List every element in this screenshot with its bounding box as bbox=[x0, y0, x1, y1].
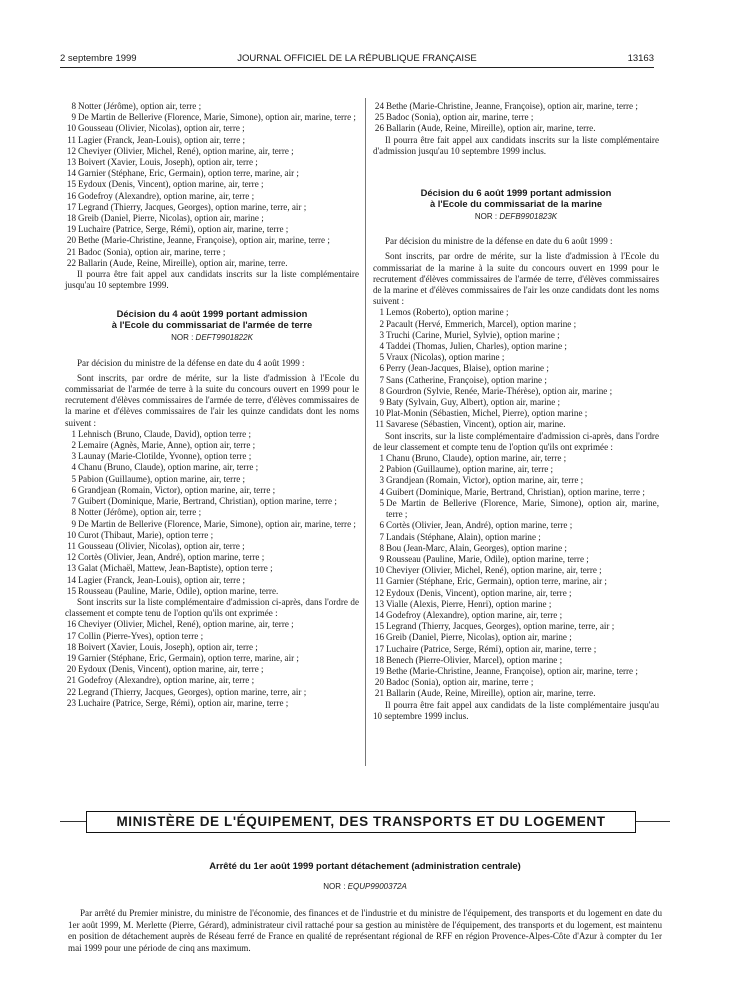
entry-number: 10 bbox=[66, 529, 76, 540]
entry-text: Luchaire (Patrice, Serge, Rémi), option air, marine, terre ; bbox=[386, 643, 597, 654]
entry-text: Boivert (Xavier, Louis, Joseph), option air, terre ; bbox=[78, 641, 258, 652]
entry-text: Cheviyer (Olivier, Michel, René), option marine, air, terre ; bbox=[78, 619, 294, 630]
entry-number: 16 bbox=[374, 632, 384, 643]
list-item bbox=[65, 575, 359, 586]
list-item bbox=[65, 496, 359, 507]
entry-text: Bethe (Marie-Christine, Jeanne, Françoise), option air, marine, terre ; bbox=[78, 235, 330, 246]
list-item bbox=[65, 202, 359, 213]
entry-number: 21 bbox=[66, 246, 76, 257]
journal-title: JOURNAL OFFICIEL DE LA RÉPUBLIQUE FRANÇAISE bbox=[237, 53, 477, 64]
list-item bbox=[373, 543, 659, 554]
list-item bbox=[373, 375, 659, 386]
entry-text: Baty (Sylvain, Guy, Albert), option air, marine ; bbox=[386, 397, 561, 408]
admission-list bbox=[373, 307, 659, 430]
list-item bbox=[373, 498, 659, 520]
entry-text: Legrand (Thierry, Jacques, Georges), option marine, terre, air ; bbox=[78, 201, 307, 212]
list-item bbox=[373, 520, 659, 531]
entry-text: Vialle (Alexis, Pierre, Henri), option marine ; bbox=[386, 598, 552, 609]
admission-list bbox=[65, 429, 359, 597]
entry-text: Cheviyer (Olivier, Michel, René), option marine, air, terre ; bbox=[386, 565, 602, 576]
entry-text: Gousseau (Olivier, Nicolas), option air, terre ; bbox=[78, 123, 245, 134]
entry-text: Eydoux (Denis, Vincent), option marine, air, terre ; bbox=[78, 179, 264, 190]
nor-reference: NOR : DEFB9901823K bbox=[474, 212, 558, 222]
list-item bbox=[373, 464, 659, 475]
list-item bbox=[373, 419, 659, 430]
entry-text: Godefroy (Alexandre), option marine, air, terre ; bbox=[78, 190, 255, 201]
entry-number: 20 bbox=[374, 677, 384, 688]
list-item bbox=[373, 101, 659, 112]
entry-number: 8 bbox=[71, 101, 76, 111]
entry-text: Guibert (Dominique, Marie, Bertrand, Christian), option marine, terre ; bbox=[78, 496, 337, 507]
entry-text: Ballarin (Aude, Reine, Mireille), option air, marine, terre. bbox=[78, 257, 288, 268]
entry-text: Savarese (Sébastien, Vincent), option air, marine. bbox=[386, 419, 566, 430]
entry-number: 19 bbox=[66, 652, 76, 663]
entry-text: Notter (Jérôme), option air, terre ; bbox=[78, 101, 202, 111]
entry-number: 25 bbox=[374, 112, 384, 123]
entry-text: Taddei (Thomas, Julien, Charles), option marine ; bbox=[386, 341, 567, 352]
entry-number: 9 bbox=[379, 553, 384, 564]
entry-number: 3 bbox=[379, 329, 384, 340]
list-item bbox=[373, 397, 659, 408]
entry-text: Greib (Daniel, Pierre, Nicolas), option air, marine ; bbox=[78, 213, 264, 224]
entry-text: De Martin de Bellerive (Florence, Marie, Simone), option air, marine, terre ; bbox=[386, 497, 659, 520]
list-item bbox=[65, 619, 359, 630]
entry-text: Bou (Jean-Marc, Alain, Georges), option marine ; bbox=[386, 542, 567, 553]
entry-number: 4 bbox=[71, 462, 76, 473]
entry-text: Cheviyer (Olivier, Michel, René), option marine, air, terre ; bbox=[78, 145, 294, 156]
list-item bbox=[65, 485, 359, 496]
list-item bbox=[373, 341, 659, 352]
entry-text: Perry (Jean-Jacques, Blaise), option marine ; bbox=[386, 363, 549, 374]
entry-number: 20 bbox=[66, 235, 76, 246]
list-item bbox=[373, 112, 659, 123]
entry-text: Luchaire (Patrice, Serge, Rémi), option air, marine, terre ; bbox=[78, 224, 289, 235]
entry-number: 7 bbox=[71, 496, 76, 507]
entry-text: De Martin de Bellerive (Florence, Marie, Simone), option air, marine, terre ; bbox=[78, 112, 356, 123]
list-item bbox=[65, 462, 359, 473]
list-item bbox=[65, 191, 359, 202]
list-item bbox=[65, 698, 359, 709]
entry-number: 8 bbox=[71, 507, 76, 518]
entry-number: 10 bbox=[374, 408, 384, 419]
entry-number: 11 bbox=[375, 419, 384, 430]
entry-text: Lemaire (Agnès, Marie, Anne), option air, terre ; bbox=[78, 440, 256, 451]
list-item bbox=[65, 675, 359, 686]
list-item bbox=[373, 610, 659, 621]
arrete-body: Par arrêté du Premier ministre, du ministre de l'économie, des finances et de l'industrie et du ministre de l'équipement, des transports et du logement en date du 1er août 1999, M. Merlette (Pierre, Gérard), administrateur civil rattaché pour sa gestion au ministère de l'équipement, des transports et du logement, est maintenu en position de détachement auprès de Réseau ferré de France en qualité de représentant régional de RFF en région Provence-Alpes-Côte d'Azur à compter du 1er mai 1999 pour une période de cinq ans maximum. bbox=[68, 908, 662, 953]
entry-text: Notter (Jérôme), option air, terre ; bbox=[78, 507, 202, 518]
decision-intro: Par décision du ministre de la défense en date du 4 août 1999 : bbox=[77, 357, 305, 368]
entry-text: Ballarin (Aude, Reine, Mireille), option air, marine, terre. bbox=[386, 123, 596, 134]
entry-number: 2 bbox=[379, 464, 384, 475]
entry-text: Vraux (Nicolas), option marine ; bbox=[386, 352, 505, 363]
entry-text: Pacault (Hervé, Emmerich, Marcel), option marine ; bbox=[386, 318, 577, 329]
list-item bbox=[373, 588, 659, 599]
entry-number: 5 bbox=[379, 497, 384, 508]
entry-text: Godefroy (Alexandre), option marine, air, terre ; bbox=[78, 675, 255, 686]
entry-text: Grandjean (Romain, Victor), option marine, air, terre ; bbox=[78, 484, 276, 495]
ministry-banner: MINISTÈRE DE L'ÉQUIPEMENT, DES TRANSPORTS ET DU LOGEMENT bbox=[86, 811, 636, 833]
entry-number: 26 bbox=[374, 123, 384, 134]
list-item bbox=[65, 474, 359, 485]
entry-text: Garnier (Stéphane, Eric, Germain), option terre, marine, air ; bbox=[78, 168, 299, 179]
entry-number: 3 bbox=[71, 451, 76, 462]
entry-number: 16 bbox=[66, 619, 76, 630]
list-item bbox=[65, 123, 359, 134]
entry-text: Chanu (Bruno, Claude), option marine, air, terre ; bbox=[386, 453, 567, 464]
column-divider bbox=[365, 98, 366, 766]
list-item bbox=[65, 258, 359, 269]
entry-number: 5 bbox=[71, 473, 76, 484]
admission-list-continued bbox=[373, 101, 659, 135]
entry-number: 11 bbox=[67, 134, 76, 145]
entry-number: 9 bbox=[379, 397, 384, 408]
complementary-list bbox=[373, 453, 659, 699]
entry-text: Eydoux (Denis, Vincent), option marine, air, terre ; bbox=[78, 664, 264, 675]
list-item bbox=[65, 563, 359, 574]
entry-number: 8 bbox=[379, 542, 384, 553]
entry-number: 13 bbox=[374, 598, 384, 609]
entry-number: 12 bbox=[374, 587, 384, 598]
decision-paragraph: Sont inscrits, par ordre de mérite, sur la liste d'admission à l'Ecole du commissariat de la marine à la suite du concours ouvert en 1999 pour le recrutement d'élèves commissaires de l'armée de terre, d'élèves commissaires de la marine et d'élèves commissaires de l'air les onze candidats dont les noms suivent : bbox=[373, 251, 659, 307]
entry-text: Chanu (Bruno, Claude), option marine, air, terre ; bbox=[78, 462, 259, 473]
list-item bbox=[65, 664, 359, 675]
decision-intro: Par décision du ministre de la défense en date du 6 août 1999 : bbox=[385, 236, 613, 247]
entry-number: 22 bbox=[66, 257, 76, 268]
complementary-paragraph: Sont inscrits, sur la liste complémentaire d'admission ci-après, dans l'ordre de leur classement et compte tenu de l'option qu'ils ont exprimée : bbox=[373, 430, 659, 452]
list-item bbox=[65, 179, 359, 190]
entry-number: 18 bbox=[66, 213, 76, 224]
list-item bbox=[65, 586, 359, 597]
complementary-closing: Il pourra être fait appel aux candidats de la liste complémentaire jusqu'au 10 septembre 1999 inclus. bbox=[373, 699, 659, 721]
entry-text: Launay (Marie-Clotilde, Yvonne), option terre ; bbox=[78, 451, 252, 462]
entry-text: Collin (Pierre-Yves), option terre ; bbox=[78, 630, 204, 641]
entry-number: 12 bbox=[66, 145, 76, 156]
entry-text: Plat-Monin (Sébastien, Michel, Pierre), option marine ; bbox=[386, 408, 588, 419]
entry-number: 1 bbox=[379, 453, 384, 464]
entry-text: Rousseau (Pauline, Marie, Odile), option marine, terre ; bbox=[386, 553, 589, 564]
entry-text: Eydoux (Denis, Vincent), option marine, air, terre ; bbox=[386, 587, 572, 598]
entry-number: 11 bbox=[67, 540, 76, 551]
entry-number: 13 bbox=[66, 563, 76, 574]
entry-number: 11 bbox=[375, 576, 384, 587]
list-item bbox=[65, 687, 359, 698]
entry-number: 21 bbox=[66, 675, 76, 686]
list-item bbox=[373, 408, 659, 419]
entry-number: 2 bbox=[71, 440, 76, 451]
entry-text: Badoc (Sonia), option air, marine, terre ; bbox=[78, 246, 226, 257]
entry-text: Gousseau (Olivier, Nicolas), option air, terre ; bbox=[78, 540, 245, 551]
banner-rule-right bbox=[636, 821, 670, 822]
entry-number: 24 bbox=[374, 101, 384, 111]
entry-number: 6 bbox=[379, 520, 384, 531]
list-item bbox=[65, 507, 359, 518]
entry-number: 19 bbox=[66, 224, 76, 235]
entry-text: Legrand (Thierry, Jacques, Georges), option marine, terre, air ; bbox=[78, 686, 307, 697]
list-item bbox=[373, 532, 659, 543]
entry-number: 18 bbox=[374, 654, 384, 665]
list-item bbox=[65, 135, 359, 146]
list-item bbox=[65, 235, 359, 246]
banner-rule-left bbox=[60, 821, 86, 822]
list-item bbox=[373, 644, 659, 655]
list-item bbox=[65, 157, 359, 168]
entry-text: Benech (Pierre-Olivier, Marcel), option marine ; bbox=[386, 654, 563, 665]
entry-text: Legrand (Thierry, Jacques, Georges), option marine, terre, air ; bbox=[386, 621, 615, 632]
entry-number: 23 bbox=[66, 697, 76, 708]
entry-number: 4 bbox=[379, 341, 384, 352]
list-item bbox=[373, 319, 659, 330]
list-item bbox=[65, 101, 359, 112]
entry-number: 1 bbox=[71, 428, 76, 439]
entry-text: De Martin de Bellerive (Florence, Marie, Simone), option air, marine, terre ; bbox=[78, 518, 356, 529]
entry-number: 22 bbox=[66, 686, 76, 697]
list-item bbox=[65, 247, 359, 258]
list-item bbox=[373, 621, 659, 632]
list-item bbox=[65, 552, 359, 563]
list-item bbox=[65, 642, 359, 653]
list-item bbox=[65, 168, 359, 179]
list-item bbox=[373, 632, 659, 643]
entry-text: Pabion (Guillaume), option marine, air, terre ; bbox=[78, 473, 246, 484]
decision-title: Décision du 6 août 1999 portant admission à l'Ecole du commissariat de la marine bbox=[420, 187, 612, 210]
list-item bbox=[373, 655, 659, 666]
entry-number: 18 bbox=[66, 641, 76, 652]
page-number: 13163 bbox=[627, 53, 654, 64]
entry-number: 7 bbox=[379, 374, 384, 385]
entry-text: Godefroy (Alexandre), option marine, air, terre ; bbox=[386, 609, 563, 620]
entry-text: Bethe (Marie-Christine, Jeanne, Françoise), option air, marine, terre ; bbox=[386, 665, 638, 676]
header-rule bbox=[60, 67, 654, 68]
entry-number: 16 bbox=[66, 190, 76, 201]
entry-text: Galat (Michaël, Mattew, Jean-Baptiste), option terre ; bbox=[78, 563, 273, 574]
entry-text: Lagier (Franck, Jean-Louis), option air, terre ; bbox=[78, 134, 246, 145]
list-item bbox=[65, 112, 359, 123]
list-item bbox=[65, 440, 359, 451]
list-item bbox=[65, 429, 359, 440]
list-item bbox=[65, 530, 359, 541]
entry-number: 9 bbox=[71, 518, 76, 529]
list-item bbox=[373, 330, 659, 341]
list-item bbox=[373, 123, 659, 134]
entry-number: 14 bbox=[66, 574, 76, 585]
entry-number: 12 bbox=[66, 552, 76, 563]
entry-number: 8 bbox=[379, 385, 384, 396]
entry-number: 2 bbox=[379, 318, 384, 329]
entry-text: Pabion (Guillaume), option marine, air, terre ; bbox=[386, 464, 554, 475]
entry-text: Badoc (Sonia), option air, marine, terre ; bbox=[386, 112, 534, 123]
right-column bbox=[373, 101, 659, 722]
list-item bbox=[65, 519, 359, 530]
entry-text: Lagier (Franck, Jean-Louis), option air, terre ; bbox=[78, 574, 246, 585]
entry-number: 10 bbox=[66, 123, 76, 134]
list-item bbox=[65, 224, 359, 235]
list-item bbox=[373, 599, 659, 610]
entry-text: Ballarin (Aude, Reine, Mireille), option air, marine, terre. bbox=[386, 688, 596, 699]
entry-number: 1 bbox=[379, 307, 384, 318]
entry-number: 15 bbox=[374, 621, 384, 632]
nor-reference: NOR : EQUP9900372A bbox=[323, 882, 407, 891]
entry-number: 19 bbox=[374, 665, 384, 676]
issue-date: 2 septembre 1999 bbox=[60, 53, 137, 64]
list-item bbox=[373, 565, 659, 576]
entry-number: 3 bbox=[379, 475, 384, 486]
entry-number: 14 bbox=[66, 168, 76, 179]
entry-text: Garnier (Stéphane, Eric, Germain), option terre, marine, air ; bbox=[78, 652, 299, 663]
list-item bbox=[65, 146, 359, 157]
list-item bbox=[65, 653, 359, 664]
supplementary-notice: Il pourra être fait appel aux candidats inscrits sur la liste complémentaire jusqu'au 10 septembre 1999. bbox=[65, 269, 359, 291]
list-item bbox=[373, 453, 659, 464]
arrete-title: Arrêté du 1er août 1999 portant détachement (administration centrale) bbox=[209, 860, 521, 871]
list-item bbox=[373, 487, 659, 498]
entry-text: Sans (Catherine, Françoise), option marine ; bbox=[386, 374, 547, 385]
entry-text: Grandjean (Romain, Victor), option marine, air, terre ; bbox=[386, 475, 584, 486]
entry-text: Cortès (Olivier, Jean, André), option marine, terre ; bbox=[78, 552, 265, 563]
list-item bbox=[65, 541, 359, 552]
list-item bbox=[65, 451, 359, 462]
admission-list-continued bbox=[65, 101, 359, 269]
entry-number: 21 bbox=[374, 688, 384, 699]
entry-number: 7 bbox=[379, 531, 384, 542]
left-column bbox=[65, 101, 359, 709]
entry-text: Boivert (Xavier, Louis, Joseph), option air, terre ; bbox=[78, 157, 258, 168]
entry-number: 15 bbox=[66, 585, 76, 596]
entry-text: Cortès (Olivier, Jean, André), option marine, terre ; bbox=[386, 520, 573, 531]
entry-number: 17 bbox=[374, 643, 384, 654]
entry-text: Rousseau (Pauline, Marie, Odile), option marine, terre. bbox=[78, 585, 279, 596]
entry-text: Garnier (Stéphane, Eric, Germain), option terre, marine, air ; bbox=[386, 576, 607, 587]
list-item bbox=[373, 554, 659, 565]
complementary-paragraph: Sont inscrits sur la liste complémentaire d'admission ci-après, dans l'ordre de classement et compte tenu de l'option qu'ils ont exprimée : bbox=[65, 596, 359, 619]
entry-number: 10 bbox=[374, 565, 384, 576]
nor-reference: NOR : DEFT9901822K bbox=[171, 333, 253, 343]
entry-text: Landais (Stéphane, Alain), option marine ; bbox=[386, 531, 541, 542]
entry-text: Luchaire (Patrice, Serge, Rémi), option air, marine, terre ; bbox=[78, 697, 289, 708]
entry-number: 20 bbox=[66, 664, 76, 675]
entry-text: Truchi (Carine, Muriel, Sylvie), option marine ; bbox=[386, 329, 560, 340]
entry-number: 13 bbox=[66, 157, 76, 168]
list-item bbox=[373, 363, 659, 374]
decision-paragraph: Sont inscrits, par ordre de mérite, sur la liste d'admission à l'Ecole du commissariat de l'armée de terre à la suite du concours ouvert en 1999 pour le recrutement d'élèves commissaires de l'armée de terre, d'élèves commissaires de la marine et d'élèves commissaires de l'air les quinze candidats dont les noms suivent : bbox=[65, 372, 359, 428]
complementary-list bbox=[65, 619, 359, 709]
entry-text: Guibert (Dominique, Marie, Bertrand, Christian), option marine, terre ; bbox=[386, 486, 645, 497]
list-item bbox=[65, 631, 359, 642]
list-item bbox=[373, 688, 659, 699]
entry-number: 17 bbox=[66, 201, 76, 212]
entry-text: Gourdron (Sylvie, Renée, Marie-Thérèse), option air, marine ; bbox=[386, 385, 613, 396]
entry-number: 4 bbox=[379, 486, 384, 497]
list-item bbox=[373, 576, 659, 587]
list-item bbox=[373, 386, 659, 397]
entry-number: 15 bbox=[66, 179, 76, 190]
entry-number: 6 bbox=[379, 363, 384, 374]
supplementary-notice: Il pourra être fait appel aux candidats inscrits sur la liste complémentaire d'admission jusqu'au 10 septembre 1999 inclus. bbox=[373, 134, 659, 156]
list-item bbox=[373, 307, 659, 318]
list-item bbox=[373, 666, 659, 677]
entry-text: Badoc (Sonia), option air, marine, terre ; bbox=[386, 677, 534, 688]
entry-number: 9 bbox=[71, 112, 76, 123]
decision-title: Décision du 4 août 1999 portant admission à l'Ecole du commissariat de l'armée de terre bbox=[111, 308, 313, 331]
list-item bbox=[373, 475, 659, 486]
entry-number: 6 bbox=[71, 484, 76, 495]
list-item bbox=[65, 213, 359, 224]
entry-text: Bethe (Marie-Christine, Jeanne, Françoise), option air, marine, terre ; bbox=[386, 101, 638, 111]
list-item bbox=[373, 352, 659, 363]
entry-number: 14 bbox=[374, 609, 384, 620]
entry-text: Lehnisch (Bruno, Claude, David), option terre ; bbox=[78, 428, 251, 439]
entry-number: 5 bbox=[379, 352, 384, 363]
list-item bbox=[373, 677, 659, 688]
entry-text: Greib (Daniel, Pierre, Nicolas), option air, marine ; bbox=[386, 632, 572, 643]
entry-text: Curot (Thibaut, Marie), option terre ; bbox=[78, 529, 214, 540]
entry-number: 17 bbox=[66, 630, 76, 641]
entry-text: Lemos (Roberto), option marine ; bbox=[386, 307, 509, 318]
